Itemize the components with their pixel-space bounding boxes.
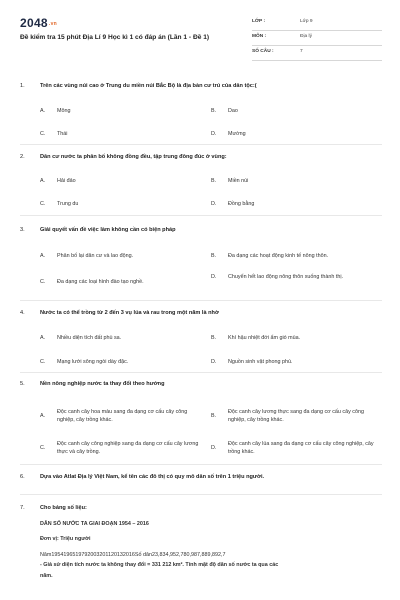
- option-key: C.: [40, 359, 46, 365]
- option-key: A.: [40, 253, 46, 259]
- meta-row-class: [252, 16, 382, 31]
- question-number: 4.: [20, 310, 25, 316]
- question-title: [20, 504, 382, 512]
- question-1: [20, 75, 382, 145]
- option-b[interactable]: [211, 107, 381, 115]
- option-c[interactable]: [40, 440, 203, 456]
- question-number: 5.: [20, 381, 25, 387]
- option-c[interactable]: [40, 358, 205, 366]
- option-b[interactable]: [211, 252, 381, 260]
- question-number: 3.: [20, 227, 25, 233]
- option-key: C.: [40, 445, 46, 451]
- meta-panel: [252, 16, 382, 61]
- page-title: Đề kiểm tra 15 phút Địa Lí 9 Học kì 1 có đáp án (Lần 1 - Đề 1): [20, 34, 210, 41]
- option-text: Mạng lưới sông ngòi dày đặc.: [57, 359, 129, 365]
- option-b[interactable]: [211, 408, 381, 424]
- question-title: [20, 226, 382, 234]
- option-key: D.: [211, 359, 217, 365]
- page-header: [20, 16, 382, 60]
- option-b[interactable]: [211, 177, 381, 185]
- option-key: A.: [40, 178, 46, 184]
- meta-value: Lớp 9: [300, 19, 313, 24]
- option-text: Miền núi: [228, 178, 249, 184]
- question-number: 2.: [20, 154, 25, 160]
- option-d[interactable]: [211, 130, 381, 138]
- option-c[interactable]: [40, 130, 190, 138]
- question-text: Dựa vào Atlat Địa lý Việt Nam, kể tên các đô thị có quy mô dân số trên 1 triệu người.: [40, 474, 265, 480]
- meta-row-subject: [252, 31, 382, 46]
- logo-suffix: .vn: [48, 20, 58, 27]
- question-title: [20, 380, 382, 388]
- logo-text: 2048: [20, 16, 48, 30]
- option-key: B.: [211, 413, 217, 419]
- option-text: Chuyển hết lao động nông thôn xuống thành thị.: [228, 274, 344, 280]
- meta-row-count: [252, 46, 382, 61]
- option-text: Đa dạng các loại hình đào tạo nghề.: [57, 279, 144, 285]
- table-unit: Đơn vị: Triệu người: [40, 536, 91, 542]
- option-key: D.: [211, 445, 217, 451]
- site-logo[interactable]: [20, 16, 57, 30]
- meta-label: SỐ CÂU :: [252, 49, 274, 54]
- question-text: Trên các vùng núi cao ở Trung du miền núi Bắc Bộ là địa bàn cư trú của dân tộc:(: [40, 83, 257, 89]
- table-title: DÂN SỐ NƯỚC TA GIAI ĐOẠN 1954 – 2016: [40, 521, 149, 527]
- option-key: B.: [211, 335, 217, 341]
- meta-value: Địa lý: [300, 34, 312, 39]
- question-2: [20, 145, 382, 216]
- option-d[interactable]: [211, 358, 381, 366]
- option-a[interactable]: [40, 408, 203, 424]
- question-list: [20, 75, 382, 595]
- option-key: D.: [211, 131, 217, 137]
- option-key: B.: [211, 178, 217, 184]
- option-text: Dao: [228, 108, 238, 114]
- option-text: Thái: [57, 131, 68, 137]
- option-text: Nguồn sinh vật phong phú.: [228, 359, 293, 365]
- option-key: C.: [40, 131, 46, 137]
- option-key: A.: [40, 413, 46, 419]
- meta-value: 7: [300, 49, 303, 54]
- option-text: Độc canh cây hoa màu sang đa dạng cơ cấu cây công nghiệp, cây trồng khác.: [57, 409, 188, 423]
- option-c[interactable]: [40, 278, 205, 286]
- question-text: Giải quyết vấn đề việc làm không cần có biện pháp: [40, 227, 176, 233]
- question-text: Nền nông nghiệp nước ta thay đổi theo hướng: [40, 381, 165, 387]
- option-key: D.: [211, 201, 217, 207]
- option-text: Hải đảo: [57, 178, 76, 184]
- question-3: [20, 216, 382, 301]
- question-number: 1.: [20, 83, 25, 89]
- option-text: Độc canh cây lương thực sang đa dạng cơ cấu cây công nghiệp, cây trồng khác.: [228, 409, 364, 423]
- option-key: A.: [40, 335, 46, 341]
- option-b[interactable]: [211, 334, 381, 342]
- option-text: Mường: [228, 131, 246, 137]
- question-text: Cho bảng số liệu:: [40, 505, 87, 511]
- question-6: [20, 465, 382, 495]
- option-a[interactable]: [40, 177, 190, 185]
- question-number: 6.: [20, 474, 25, 480]
- option-text: Khí hậu nhiệt đới ẩm gió mùa.: [228, 335, 301, 341]
- question-title: [20, 309, 382, 317]
- table-data: Năm1954196519792003201120132016Số dân23,834,952,780,987,889,892,7: [40, 552, 226, 558]
- option-d[interactable]: [211, 200, 381, 208]
- option-text: Đồng bằng: [228, 201, 255, 207]
- option-c[interactable]: [40, 200, 190, 208]
- option-text: Mông: [57, 108, 71, 114]
- option-key: A.: [40, 108, 46, 114]
- option-a[interactable]: [40, 334, 205, 342]
- meta-label: LỚP :: [252, 19, 266, 24]
- question-7: [20, 495, 382, 595]
- question-5: [20, 373, 382, 465]
- option-key: B.: [211, 108, 217, 114]
- option-key: C.: [40, 201, 46, 207]
- question-title: [20, 473, 382, 481]
- option-text: Đa dạng các hoạt động kinh tế nông thôn.: [228, 253, 329, 259]
- meta-label: MÔN :: [252, 34, 267, 39]
- option-d[interactable]: [211, 273, 361, 281]
- option-key: D.: [211, 274, 217, 280]
- question-title: [20, 82, 382, 90]
- option-a[interactable]: [40, 107, 190, 115]
- question-title: [20, 153, 382, 161]
- question-number: 7.: [20, 505, 25, 511]
- option-text: Nhiều diện tích đất phù sa.: [57, 335, 122, 341]
- option-text: Độc canh cây công nghiệp sang đa dạng cơ cấu cây lương thực và cây trồng.: [57, 441, 199, 455]
- question-4: [20, 301, 382, 373]
- option-key: C.: [40, 279, 46, 285]
- task-text-cont: năm.: [40, 573, 53, 579]
- option-a[interactable]: [40, 252, 205, 260]
- question-text: Dân cư nước ta phân bố không đồng đều, tập trung đông đúc ở vùng:: [40, 154, 227, 160]
- option-d[interactable]: [211, 440, 381, 456]
- question-text: Nước ta có thể trồng từ 2 đến 3 vụ lúa và rau trong một năm là nhờ: [40, 310, 219, 316]
- option-text: Phân bố lại dân cư và lao động.: [57, 253, 134, 259]
- option-key: B.: [211, 253, 217, 259]
- task-text: - Giả sử diện tích nước ta không thay đổi = 331 212 km². Tính mật độ dân số nước ta qua các: [40, 562, 279, 568]
- option-text: Độc canh cây lúa sang đa dạng cơ cấu cây công nghiệp, cây trồng khác.: [228, 441, 374, 455]
- option-text: Trung du: [57, 201, 79, 207]
